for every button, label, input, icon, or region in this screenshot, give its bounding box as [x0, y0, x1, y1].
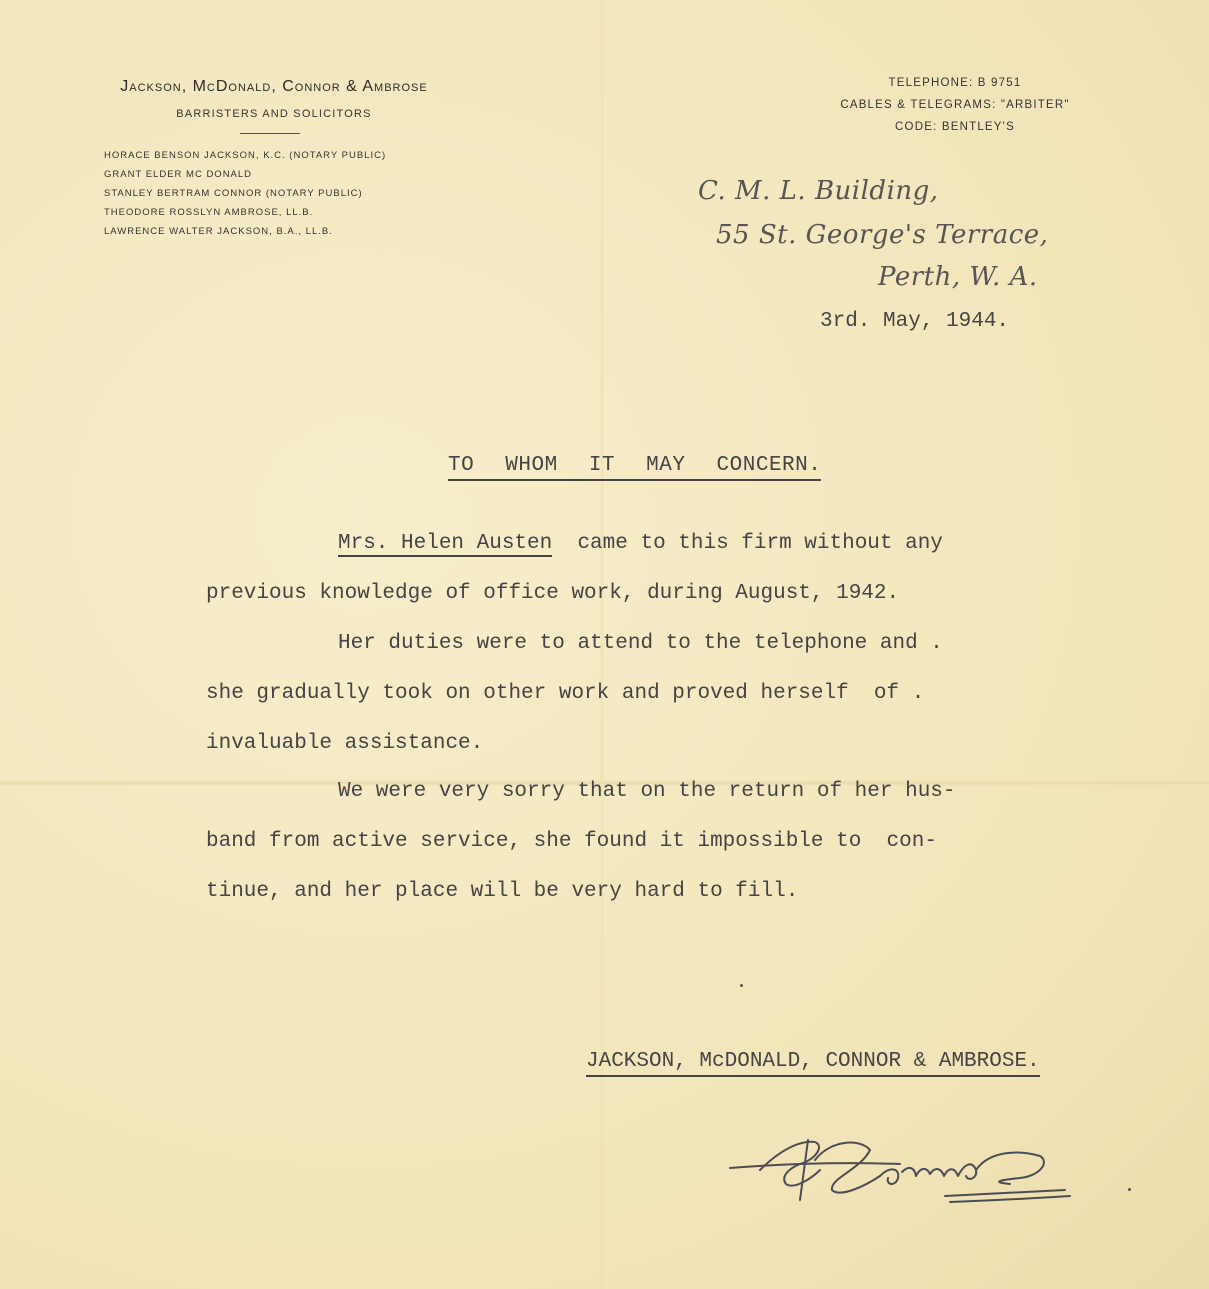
- letter-date: 3rd. May, 1944.: [820, 310, 1010, 333]
- letterhead-firm-name: Jackson, McDonald, Connor & Ambrose: [120, 78, 428, 95]
- body-line: she gradually took on other work and proved herself of .: [206, 682, 925, 705]
- letterhead-subtitle: BARRISTERS AND SOLICITORS: [176, 108, 372, 120]
- body-line: band from active service, she found it impossible to con-: [206, 830, 937, 853]
- body-line: We were very sorry that on the return of her hus-: [338, 780, 956, 803]
- signature-stroke: [902, 1164, 976, 1179]
- partner-name: GRANT ELDER MC DONALD: [104, 169, 253, 180]
- body-line: invaluable assistance.: [206, 732, 484, 755]
- partner-name: STANLEY BERTRAM CONNOR (NOTARY PUBLIC): [104, 188, 363, 199]
- handwritten-signature: [720, 1120, 1080, 1220]
- address-line-3: Perth, W. A.: [878, 262, 1038, 292]
- letter-heading: TO WHOM IT MAY CONCERN.: [448, 454, 821, 481]
- partner-name: LAWRENCE WALTER JACKSON, B.A., LL.B.: [104, 226, 333, 237]
- partner-name: HORACE BENSON JACKSON, K.C. (NOTARY PUBLIC): [104, 150, 387, 161]
- signature-stroke: [815, 1143, 880, 1193]
- code: CODE: BENTLEY'S: [895, 121, 1015, 133]
- cables-telegrams: CABLES & TELEGRAMS: "ARBITER": [840, 99, 1070, 111]
- telephone: TELEPHONE: B 9751: [888, 77, 1022, 89]
- signature-stroke: [880, 1169, 898, 1184]
- signature-stroke: [730, 1163, 900, 1168]
- body-line: [338, 532, 943, 555]
- partner-list: [104, 146, 386, 241]
- body-line: previous knowledge of office work, during August, 1942.: [206, 582, 900, 605]
- body-line: tinue, and her place will be very hard to fill.: [206, 880, 799, 903]
- partner-name: THEODORE ROSSLYN AMBROSE, LL.B.: [104, 207, 314, 218]
- body-text: came to this firm without any: [552, 532, 943, 555]
- signature-firm-name: JACKSON, McDONALD, CONNOR & AMBROSE.: [586, 1050, 1040, 1077]
- contact-block: [810, 72, 1100, 138]
- address-line-2: 55 St. George's Terrace,: [716, 220, 1049, 250]
- typewriter-mark: [740, 984, 743, 987]
- body-line: Her duties were to attend to the telephone and .: [338, 632, 943, 655]
- signature-stroke: [800, 1140, 808, 1200]
- typewriter-mark: [1128, 1188, 1131, 1191]
- signature-stroke: [945, 1190, 1065, 1196]
- address-line-1: C. M. L. Building,: [698, 176, 939, 206]
- signature-stroke: [976, 1153, 1044, 1184]
- recipient-name: Mrs. Helen Austen: [338, 532, 553, 555]
- signature-stroke: [950, 1196, 1070, 1202]
- letterhead-divider: [240, 133, 300, 134]
